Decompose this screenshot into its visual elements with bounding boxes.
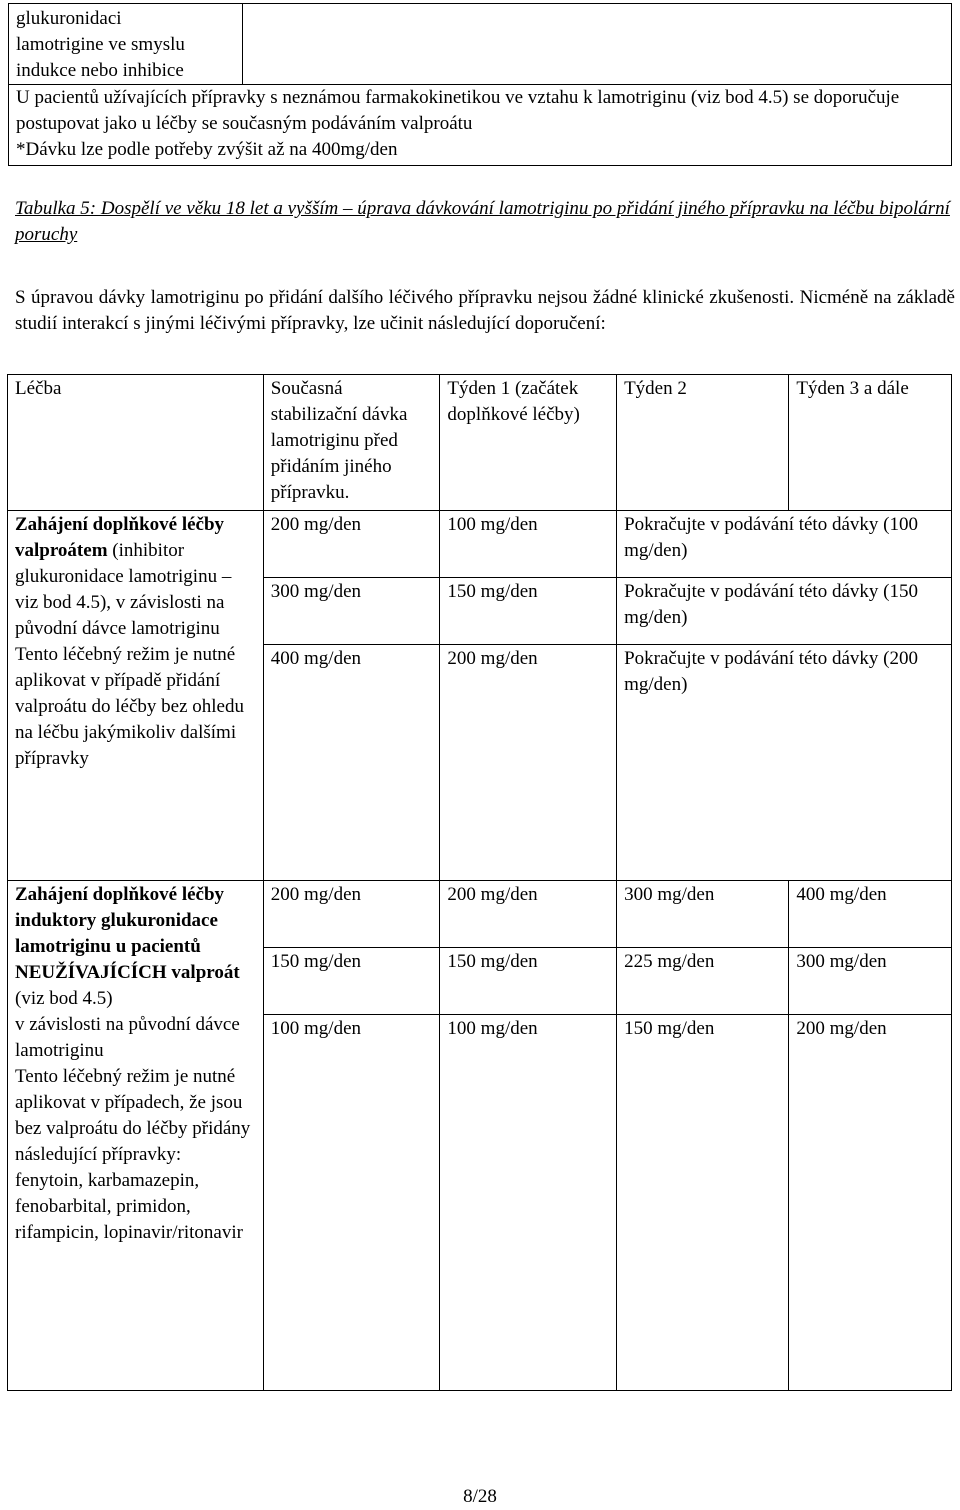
fragment-note-max-dose: *Dávku lze podle potřeby zvýšit až na 400mg/den bbox=[16, 139, 398, 160]
table-row bbox=[8, 511, 952, 578]
week1-cell: 200 mg/den bbox=[440, 881, 617, 948]
header-week2: Týden 2 bbox=[617, 375, 789, 511]
header-treatment: Léčba bbox=[8, 375, 264, 511]
week3-cell: 200 mg/den bbox=[789, 1015, 952, 1391]
valproate-treatment-cell bbox=[8, 511, 264, 881]
week2-cell: 150 mg/den bbox=[617, 1015, 789, 1391]
current-dose-cell: 300 mg/den bbox=[263, 578, 440, 645]
intro-paragraph: S úpravou dávky lamotriginu po přidání dalšího léčivého přípravku nejsou žádné klinické zkušenosti. Nicméně na základě studií interakcí s jinými léčivými přípravky, lze učinit následující doporučení: bbox=[15, 287, 955, 334]
week1-cell: 100 mg/den bbox=[440, 511, 617, 578]
current-dose-cell: 200 mg/den bbox=[263, 511, 440, 578]
header-current-dose: Současná stabilizační dávka lamotriginu před přidáním jiného přípravku. bbox=[263, 375, 440, 511]
header-row bbox=[8, 375, 952, 511]
table-title: Tabulka 5: Dospělí ve věku 18 let a vyšším – úprava dávkování lamotriginu po přidání jiného přípravku na léčbu bipolární poruchy bbox=[15, 198, 950, 245]
inducers-description: (viz bod 4.5) v závislosti na původní dávce lamotriginu Tento léčebný režim je nutné aplikovat v případech, že jsou bez valproátu do léčby přidány následující přípravky: fenytoin, karbamazepin, fenobarbital, primidon, rifampicin, lopinavir/ritonavir bbox=[15, 988, 251, 1243]
current-dose-cell: 100 mg/den bbox=[263, 1015, 440, 1391]
week3-cell: 300 mg/den bbox=[789, 948, 952, 1015]
current-dose-cell: 200 mg/den bbox=[263, 881, 440, 948]
week3-cell: 400 mg/den bbox=[789, 881, 952, 948]
week1-cell: 100 mg/den bbox=[440, 1015, 617, 1391]
inducers-label: Zahájení doplňkové léčby induktory glukuronidace lamotriginu u pacientů NEUŽÍVAJÍCÍCH valproát bbox=[15, 884, 240, 983]
previous-table-fragment bbox=[8, 3, 952, 166]
fragment-note-unknown-pk: U pacientů užívajících přípravky s neznámou farmakokinetikou ve vztahu k lamotriginu (viz bod 4.5) se doporučuje postupovat jako u léčby se současným podáváním valproátu bbox=[16, 87, 900, 134]
continue-cell: Pokračujte v podávání této dávky (200 mg/den) bbox=[617, 645, 952, 881]
valproate-description: (inhibitor glukuronidace lamotriginu – viz bod 4.5), v závislosti na původní dávce lamotriginu Tento léčebný režim je nutné aplikovat v případě přidání valproátu do léčby bez ohledu na léčbu jakýmikoliv dalšími přípravky bbox=[15, 540, 244, 769]
fragment-right-cell bbox=[243, 4, 952, 85]
current-dose-cell: 400 mg/den bbox=[263, 645, 440, 881]
continue-cell: Pokračujte v podávání této dávky (100 mg/den) bbox=[617, 511, 952, 578]
fragment-notes bbox=[9, 85, 952, 166]
header-week3: Týden 3 a dále bbox=[789, 375, 952, 511]
table-row bbox=[8, 881, 952, 948]
week2-cell: 300 mg/den bbox=[617, 881, 789, 948]
page-number: 8/28 bbox=[463, 1486, 497, 1507]
week1-cell: 150 mg/den bbox=[440, 948, 617, 1015]
continue-cell: Pokračujte v podávání této dávky (150 mg/den) bbox=[617, 578, 952, 645]
week1-cell: 200 mg/den bbox=[440, 645, 617, 881]
week1-cell: 150 mg/den bbox=[440, 578, 617, 645]
week2-cell: 225 mg/den bbox=[617, 948, 789, 1015]
fragment-left-cell: glukuronidaci lamotrigine ve smyslu indukce nebo inhibice bbox=[9, 4, 243, 85]
dose-adjustment-table bbox=[7, 374, 952, 1391]
current-dose-cell: 150 mg/den bbox=[263, 948, 440, 1015]
valproate-label: Zahájení doplňkové léčby valproátem bbox=[15, 514, 225, 561]
inducers-treatment-cell bbox=[8, 881, 264, 1391]
header-week1: Týden 1 (začátek doplňkové léčby) bbox=[440, 375, 617, 511]
